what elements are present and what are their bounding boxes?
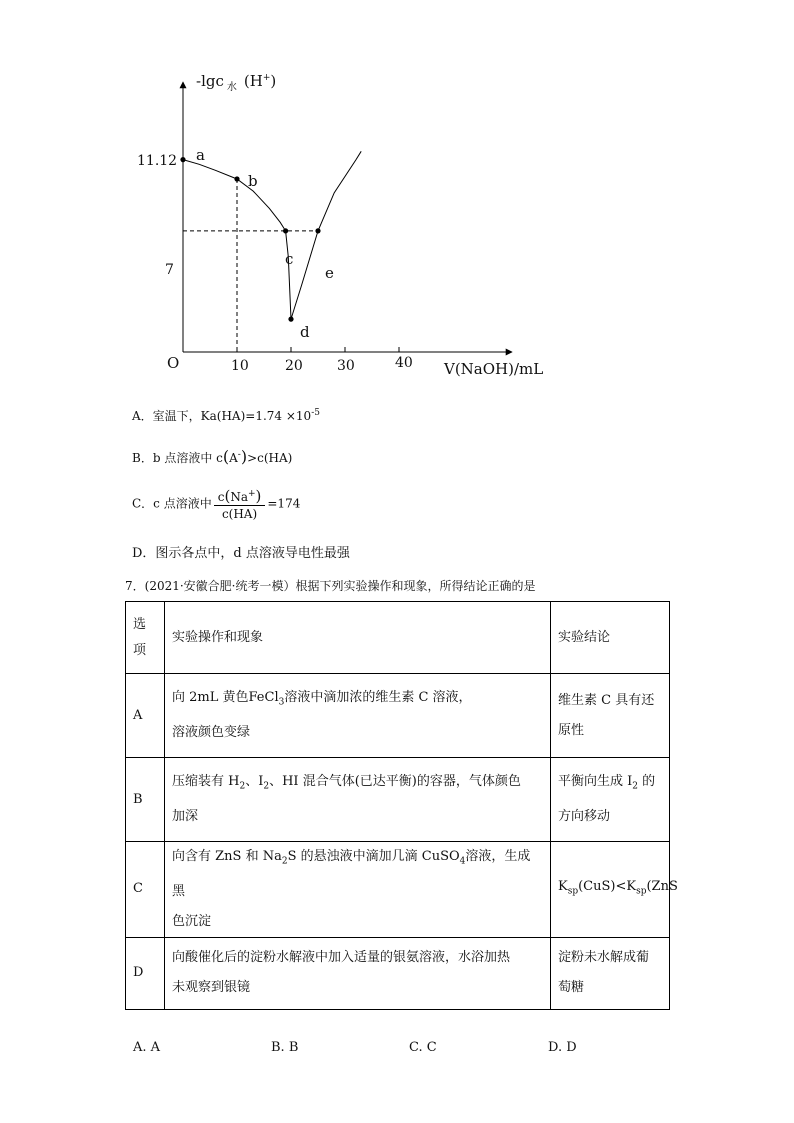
point-label-c: c	[285, 250, 294, 268]
row-operation: 向 2mL 黄色FeCl$_3$溶液中滴加浓的维生素 C 溶液， 溶液颜色变绿	[165, 674, 551, 758]
answer-choice-a[interactable]: A. A	[133, 1040, 161, 1055]
option-a: A．室温下，$Ka(HA)=1.74 \times 10^{-5}$	[132, 408, 320, 423]
data-point-e	[315, 228, 320, 233]
titration-chart	[0, 0, 794, 400]
x-axis-label: V(NaOH)/mL	[444, 360, 544, 378]
header-conclusion: 实验结论	[551, 602, 670, 674]
fraction: $\frac{c(Na^+)}{c(HA)}$	[214, 486, 266, 522]
row-option: C	[126, 842, 165, 938]
row-operation: 向酸催化后的淀粉水解液中加入适量的银氨溶液，水浴加热 未观察到银镜	[165, 937, 551, 1009]
origin-label: O	[167, 354, 180, 372]
answer-choice-b[interactable]: B. B	[271, 1040, 299, 1055]
header-option: 选项	[126, 602, 165, 674]
row-option: A	[126, 674, 165, 758]
row-conclusion: 维生素 C 具有还 原性	[551, 674, 670, 758]
x-tick-label: 10	[231, 358, 249, 374]
y-axis-label: -lgc $_水$ (H+)	[196, 72, 277, 93]
y-tick-label: 11.12	[137, 153, 178, 169]
x-tick-label: 40	[395, 355, 413, 371]
table-row	[126, 758, 670, 842]
point-label-a: a	[196, 146, 205, 164]
point-label-d: d	[300, 323, 310, 341]
table-row	[126, 842, 670, 938]
x-tick-label: 20	[285, 358, 303, 374]
row-conclusion: 平衡向生成 $I_2$ 的 方向移动	[551, 758, 670, 842]
option-b: B．b 点溶液中 c(A-)>c(HA)	[132, 447, 293, 466]
data-point-d	[288, 317, 293, 322]
row-option: D	[126, 937, 165, 1009]
question-7: 7．(2021·安徽合肥·统考一模）根据下列实验操作和现象，所得结论正确的是	[125, 579, 536, 593]
table-row	[126, 674, 670, 758]
option-c: C．c 点溶液中 $\frac{c(Na^+)}{c(HA)}$ =174	[132, 487, 301, 521]
row-option: B	[126, 758, 165, 842]
answer-choice-d[interactable]: D. D	[548, 1040, 577, 1055]
option-d: D．图示各点中，d 点溶液导电性最强	[132, 546, 350, 561]
data-point-c	[283, 228, 288, 233]
row-conclusion: 淀粉未水解成葡 萄糖	[551, 937, 670, 1009]
answer-choice-c[interactable]: C. C	[409, 1040, 437, 1055]
table-row	[126, 937, 670, 1009]
table-header-row	[126, 602, 670, 674]
x-tick-label: 30	[337, 358, 355, 374]
header-operation: 实验操作和现象	[165, 602, 551, 674]
data-point-a	[180, 157, 185, 162]
data-point-b	[234, 176, 239, 181]
y-tick-label: 7	[165, 262, 174, 278]
point-label-b: b	[248, 172, 258, 190]
row-operation: 向含有 ZnS 和 $Na_2S$ 的悬浊液中滴加几滴 CuSO$_4$溶液，生成黑 色沉淀	[165, 842, 551, 938]
row-conclusion: $K_{sp}(CuS)<K_{sp}(ZnS$	[551, 842, 670, 938]
experiment-table	[125, 601, 678, 1010]
row-operation: 压缩装有 $H_2$、$I_2$、HI 混合气体(已达平衡)的容器，气体颜色 加深	[165, 758, 551, 842]
titration-curve	[183, 151, 361, 319]
point-label-e: e	[325, 264, 334, 282]
